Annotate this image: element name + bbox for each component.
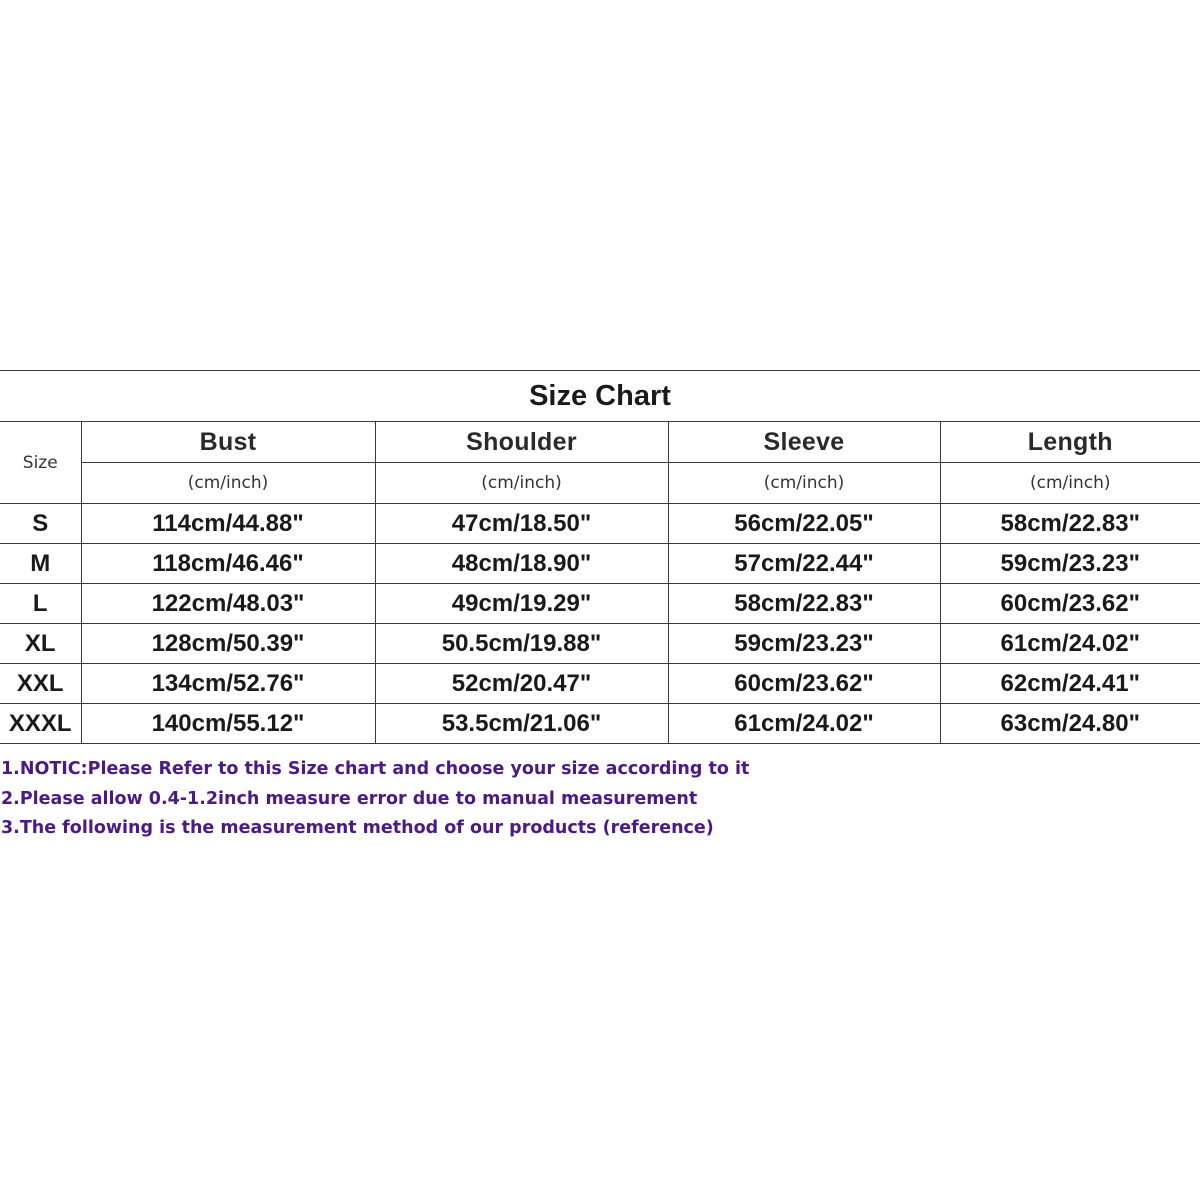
column-header-row	[0, 422, 1200, 463]
shoulder-cell: 52cm/20.47"	[375, 664, 668, 704]
unit-row	[0, 463, 1200, 504]
shoulder-cell: 47cm/18.50"	[375, 504, 668, 544]
note-2: 2.Please allow 0.4-1.2inch measure error due to manual measurement	[1, 788, 698, 809]
sleeve-cell: 61cm/24.02"	[668, 704, 940, 744]
size-cell: XXXL	[0, 704, 81, 744]
length-cell: 60cm/23.62"	[940, 584, 1200, 624]
size-notes	[1, 756, 1191, 845]
title-row	[0, 371, 1200, 422]
bust-cell: 122cm/48.03"	[81, 584, 375, 624]
size-cell: L	[0, 584, 81, 624]
unit-bust: (cm/inch)	[81, 463, 375, 504]
note-1: 1.NOTIC:Please Refer to this Size chart and choose your size according to it	[1, 759, 750, 779]
table-row	[0, 664, 1200, 704]
size-chart	[0, 370, 1200, 744]
bust-cell: 114cm/44.88"	[81, 504, 375, 544]
column-header-sleeve: Sleeve	[668, 422, 940, 463]
shoulder-cell: 50.5cm/19.88"	[375, 624, 668, 664]
bust-cell: 134cm/52.76"	[81, 664, 375, 704]
length-cell: 59cm/23.23"	[940, 544, 1200, 584]
table-row	[0, 504, 1200, 544]
unit-shoulder: (cm/inch)	[375, 463, 668, 504]
bust-cell: 140cm/55.12"	[81, 704, 375, 744]
table-row	[0, 704, 1200, 744]
length-cell: 58cm/22.83"	[940, 504, 1200, 544]
sleeve-cell: 60cm/23.62"	[668, 664, 940, 704]
sleeve-cell: 59cm/23.23"	[668, 624, 940, 664]
length-cell: 63cm/24.80"	[940, 704, 1200, 744]
size-cell: M	[0, 544, 81, 584]
column-header-bust: Bust	[81, 422, 375, 463]
unit-length: (cm/inch)	[940, 463, 1200, 504]
table-row	[0, 584, 1200, 624]
length-cell: 62cm/24.41"	[940, 664, 1200, 704]
size-chart-table	[0, 370, 1200, 744]
length-cell: 61cm/24.02"	[940, 624, 1200, 664]
shoulder-cell: 49cm/19.29"	[375, 584, 668, 624]
column-header-length: Length	[940, 422, 1200, 463]
size-cell: XXL	[0, 664, 81, 704]
shoulder-cell: 53.5cm/21.06"	[375, 704, 668, 744]
shoulder-cell: 48cm/18.90"	[375, 544, 668, 584]
sleeve-cell: 58cm/22.83"	[668, 584, 940, 624]
size-cell: XL	[0, 624, 81, 664]
sleeve-cell: 57cm/22.44"	[668, 544, 940, 584]
size-column-header: Size	[0, 422, 81, 504]
sleeve-cell: 56cm/22.05"	[668, 504, 940, 544]
column-header-shoulder: Shoulder	[375, 422, 668, 463]
chart-title: Size Chart	[0, 371, 1200, 422]
unit-sleeve: (cm/inch)	[668, 463, 940, 504]
note-3: 3.The following is the measurement method of our products (reference)	[1, 818, 714, 838]
size-cell: S	[0, 504, 81, 544]
bust-cell: 128cm/50.39"	[81, 624, 375, 664]
table-row	[0, 624, 1200, 664]
bust-cell: 118cm/46.46"	[81, 544, 375, 584]
table-row	[0, 544, 1200, 584]
